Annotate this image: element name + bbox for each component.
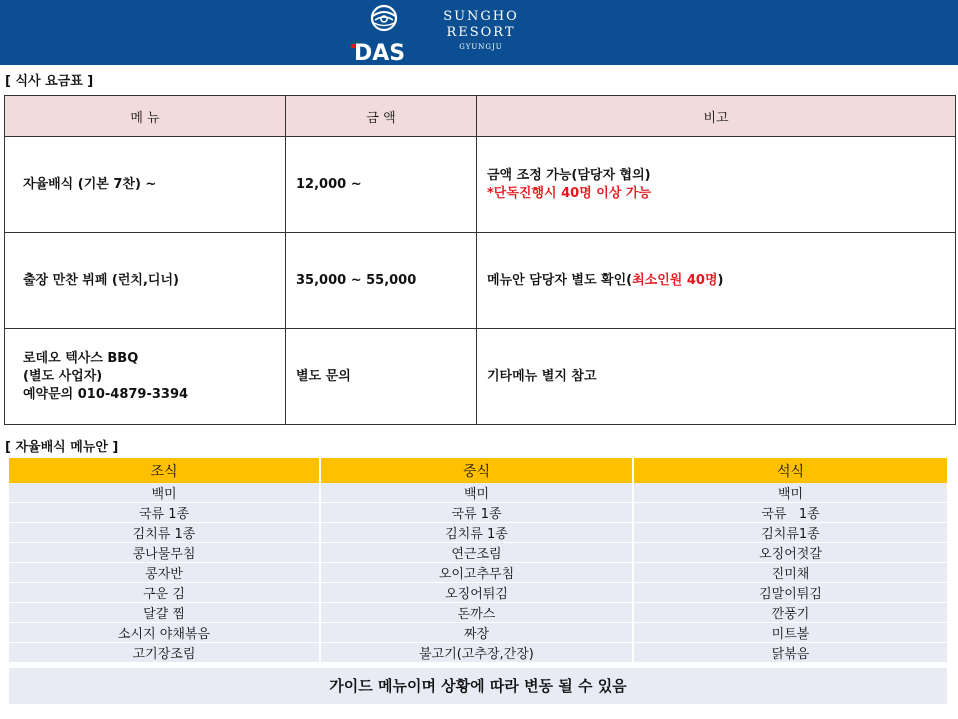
fee-menu-cell	[5, 329, 286, 425]
brand-line-3: GYUNGJU	[459, 43, 503, 51]
das-logo-icon	[351, 4, 417, 62]
menu-row	[9, 543, 947, 563]
fee-note-text: 금액 조정 가능(담당자 협의)	[487, 167, 651, 183]
brand-line-2: RESORT	[446, 25, 516, 40]
fee-note-red-text: *단독진행시 40명 이상 가능	[487, 185, 652, 201]
menu-cell: 국류 1종	[634, 503, 947, 523]
menu-cell: 오이고추무침	[321, 563, 634, 583]
menu-row	[9, 623, 947, 643]
fee-table-header	[5, 96, 956, 137]
menu-col-lunch: 중식	[321, 458, 634, 483]
menu-cell: 돈까스	[321, 603, 634, 623]
brand-line-1: SUNGHO	[443, 9, 519, 24]
fee-col-price: 금 액	[286, 96, 477, 137]
menu-cell: 연근조림	[321, 543, 634, 563]
menu-cell: 백미	[634, 483, 947, 503]
fee-menu-text: 자율배식 (기본 7찬) ~	[23, 176, 157, 192]
fee-section-title: [ 식사 요금표 ]	[5, 74, 94, 89]
menu-row	[9, 603, 947, 623]
menu-section-title: [ 자율배식 메뉴안 ]	[5, 440, 119, 455]
menu-cell: 진미채	[634, 563, 947, 583]
fee-menu-text: 출장 만찬 뷔페 (런치,디너)	[23, 272, 179, 288]
menu-cell: 국류 1종	[321, 503, 634, 523]
menu-row	[9, 643, 947, 663]
brand-text	[416, 9, 546, 53]
fee-menu-contact: 예약문의 010-4879-3394	[23, 386, 189, 402]
menu-row	[9, 563, 947, 583]
menu-cell: 미트볼	[634, 623, 947, 643]
menu-row	[9, 483, 947, 503]
menu-cell: 고기장조림	[9, 643, 321, 663]
menu-row	[9, 503, 947, 523]
menu-cell: 김말이튀김	[634, 583, 947, 603]
menu-cell: 백미	[321, 483, 634, 503]
fee-menu-cell	[5, 137, 286, 233]
menu-table	[9, 458, 947, 663]
fee-table	[4, 95, 956, 425]
guide-note: 가이드 메뉴이며 상황에 따라 변동 될 수 있음	[9, 668, 947, 704]
menu-cell: 오징어튀김	[321, 583, 634, 603]
logo-wordmark: DAS	[354, 41, 406, 62]
menu-cell: 닭볶음	[634, 643, 947, 663]
header-banner	[0, 0, 958, 65]
menu-table-body	[9, 483, 947, 663]
fee-note-cell	[477, 137, 956, 233]
fee-price-cell: 35,000 ~ 55,000	[286, 233, 477, 329]
menu-cell: 소시지 야채볶음	[9, 623, 321, 643]
fee-note-prefix: 메뉴안 담당자 별도 확인(	[487, 272, 633, 288]
menu-cell: 불고기(고추장,간장)	[321, 643, 634, 663]
menu-cell: 짜장	[321, 623, 634, 643]
menu-cell: 구운 김	[9, 583, 321, 603]
fee-menu-text: 로데오 텍사스 BBQ	[23, 350, 139, 366]
menu-col-breakfast: 조식	[9, 458, 321, 483]
menu-row	[9, 523, 947, 543]
menu-cell: 콩나물무침	[9, 543, 321, 563]
fee-menu-subtext: (별도 사업자)	[23, 368, 103, 384]
menu-cell: 콩자반	[9, 563, 321, 583]
fee-menu-cell	[5, 233, 286, 329]
menu-cell: 백미	[9, 483, 321, 503]
menu-cell: 김치류 1종	[9, 523, 321, 543]
fee-row	[5, 329, 956, 425]
fee-col-note: 비고	[477, 96, 956, 137]
menu-cell: 달걀 찜	[9, 603, 321, 623]
menu-cell: 김치류 1종	[321, 523, 634, 543]
fee-note-red-text: 최소인원 40명	[632, 272, 718, 288]
fee-col-menu: 메 뉴	[5, 96, 286, 137]
fee-note-suffix: )	[717, 272, 724, 288]
menu-cell: 오징어젓갈	[634, 543, 947, 563]
menu-col-dinner: 석식	[634, 458, 947, 483]
fee-note-cell	[477, 233, 956, 329]
fee-row	[5, 137, 956, 233]
fee-price-cell: 별도 문의	[286, 329, 477, 425]
fee-price-cell: 12,000 ~	[286, 137, 477, 233]
menu-row	[9, 583, 947, 603]
menu-table-header	[9, 458, 947, 483]
fee-row	[5, 233, 956, 329]
fee-note-cell: 기타메뉴 별지 참고	[477, 329, 956, 425]
menu-cell: 국류 1종	[9, 503, 321, 523]
menu-cell: 깐풍기	[634, 603, 947, 623]
menu-cell: 김치류1종	[634, 523, 947, 543]
